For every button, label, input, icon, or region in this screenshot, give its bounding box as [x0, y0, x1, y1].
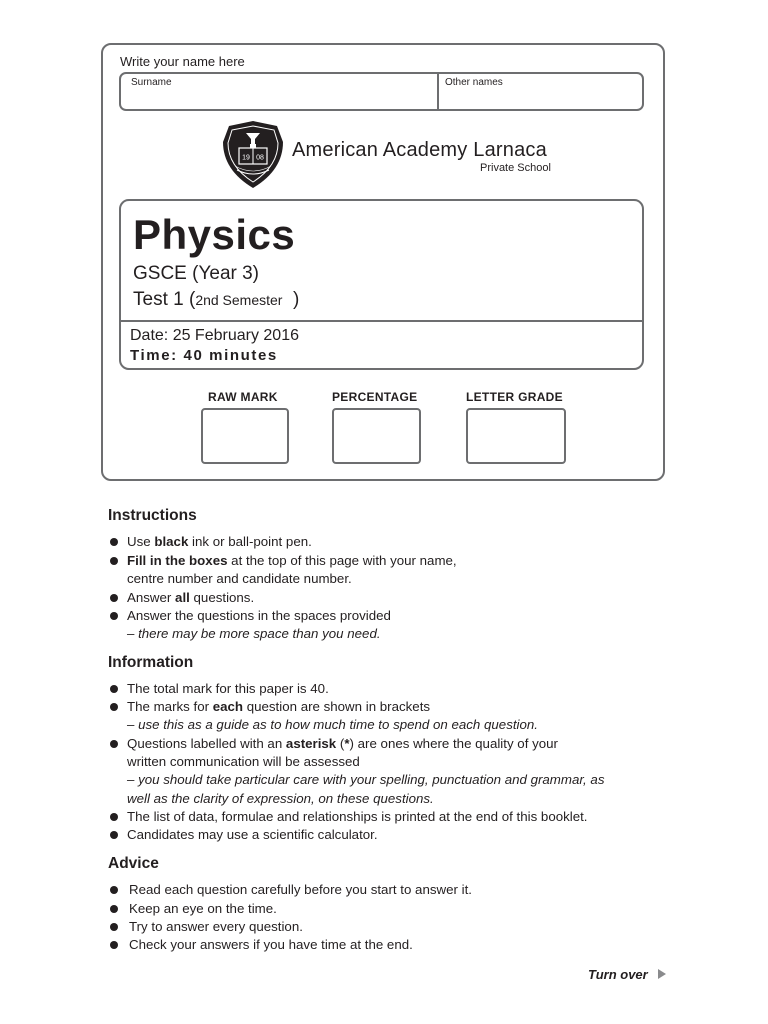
- bullet-icon: [110, 557, 118, 565]
- school-subtitle: Private School: [480, 162, 551, 174]
- crest-year-right: 08: [256, 154, 264, 162]
- write-name-label: Write your name here: [120, 54, 245, 69]
- advice-heading: Advice: [108, 855, 159, 872]
- bullet-icon: [110, 594, 118, 602]
- bullet-icon: [110, 813, 118, 821]
- other-names-field-label: Other names: [445, 77, 503, 88]
- bullet-icon: [110, 740, 118, 748]
- bullet-icon: [110, 886, 118, 894]
- instruction-item: Fill in the boxes at the top of this page with your name, centre number and candidate number.: [108, 552, 457, 588]
- test-suffix: ): [293, 289, 300, 310]
- name-box: [119, 72, 644, 111]
- percentage-label: PERCENTAGE: [332, 390, 418, 404]
- bullet-icon: [110, 612, 118, 620]
- raw-mark-label: RAW MARK: [208, 390, 278, 404]
- advice-item: Try to answer every question.: [108, 918, 303, 936]
- letter-grade-label: LETTER GRADE: [466, 390, 563, 404]
- information-item: The marks for each question are shown in brackets – use this as a guide as to how much time to spend on each question.: [108, 698, 538, 734]
- exam-test: [133, 289, 299, 311]
- instruction-item: Answer all questions.: [108, 589, 254, 607]
- raw-mark-box: [201, 408, 289, 464]
- turn-over-arrow-icon: [658, 969, 666, 979]
- turn-over-label: Turn over: [588, 967, 648, 982]
- advice-item: Check your answers if you have time at the end.: [108, 936, 413, 954]
- exam-level: GSCE (Year 3): [133, 263, 260, 284]
- bullet-icon: [110, 831, 118, 839]
- instructions-heading: Instructions: [108, 507, 197, 524]
- test-prefix: Test 1 (: [133, 289, 196, 310]
- information-heading: Information: [108, 654, 194, 671]
- subject-box: [119, 199, 644, 370]
- bullet-icon: [110, 685, 118, 693]
- subject-divider: [121, 320, 642, 322]
- advice-item: Read each question carefully before you start to answer it.: [108, 881, 472, 899]
- bullet-icon: [110, 941, 118, 949]
- bullet-icon: [110, 923, 118, 931]
- information-item: The total mark for this paper is 40.: [108, 680, 329, 698]
- bullet-icon: [110, 703, 118, 711]
- information-item: Candidates may use a scientific calculator.: [108, 826, 378, 844]
- advice-item: Keep an eye on the time.: [108, 900, 277, 918]
- school-crest-icon: [219, 120, 287, 190]
- instruction-item: Use black ink or ball-point pen.: [108, 533, 312, 551]
- subject-title: Physics: [133, 211, 296, 258]
- exam-date: Date: 25 February 2016: [130, 327, 299, 344]
- crest-year-left: 19: [242, 154, 250, 162]
- information-item: The list of data, formulae and relationships is printed at the end of this booklet.: [108, 808, 588, 826]
- bullet-icon: [110, 905, 118, 913]
- letter-grade-box: [466, 408, 566, 464]
- surname-field-label: Surname: [131, 77, 172, 88]
- school-name: American Academy Larnaca: [292, 139, 547, 161]
- percentage-box: [332, 408, 421, 464]
- bullet-icon: [110, 538, 118, 546]
- exam-time: Time: 40 minutes: [130, 347, 278, 364]
- test-semester: 2nd Semester: [195, 292, 283, 308]
- name-divider: [437, 74, 439, 109]
- instruction-item: Answer the questions in the spaces provided – there may be more space than you need.: [108, 607, 391, 643]
- information-item: Questions labelled with an asterisk (*) are ones where the quality of your written communication will be assessed – you should take particular care with your spelling, punctuation and grammar, as well as the clarity of expression, on these questions.: [108, 735, 604, 808]
